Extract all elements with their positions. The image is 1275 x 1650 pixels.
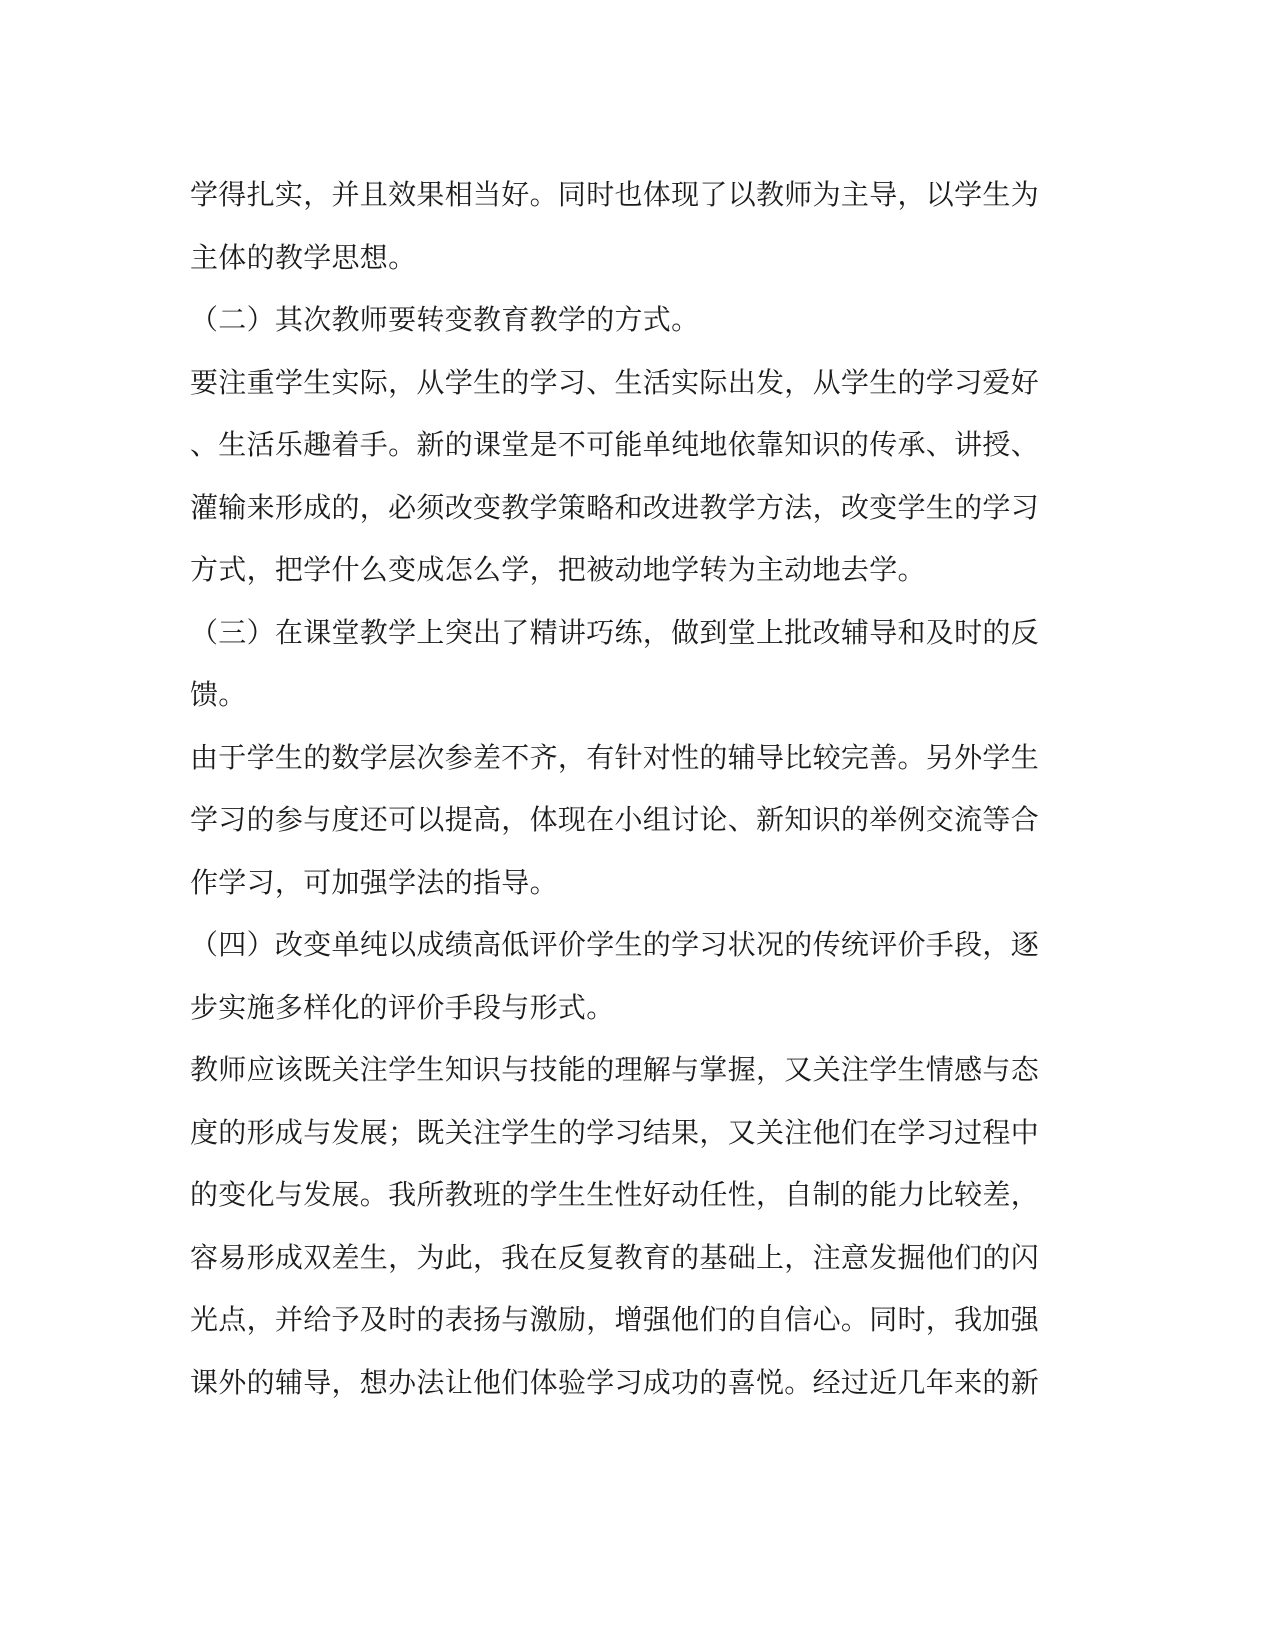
- section-heading: （四）改变单纯以成绩高低评价学生的学习状况的传统评价手段，逐: [190, 928, 1040, 961]
- text-line: 要注重学生实际，从学生的学习、生活实际出发，从学生的学习爱好: [190, 365, 1040, 399]
- text-line: 光点，并给予及时的表扬与激励，增强他们的自信心。同时，我加强: [190, 1303, 1040, 1336]
- section-heading: 步实施多样化的评价手段与形式。: [190, 990, 615, 1024]
- text-line: 课外的辅导，想办法让他们体验学习成功的喜悦。经过近几年来的新: [190, 1365, 1040, 1399]
- text-line: 主体的教学思想。: [190, 240, 417, 274]
- text-line: 、生活乐趣着手。新的课堂是不可能单纯地依靠知识的传承、讲授、: [190, 428, 1040, 461]
- text-line: 灌输来形成的，必须改变教学策略和改进教学方法，改变学生的学习: [190, 490, 1040, 524]
- section-heading: （二）其次教师要转变教育教学的方式。: [190, 303, 700, 336]
- text-line: 作学习，可加强学法的指导。: [190, 865, 558, 899]
- text-line: 学得扎实，并且效果相当好。同时也体现了以教师为主导，以学生为: [190, 178, 1040, 211]
- section-heading: （三）在课堂教学上突出了精讲巧练，做到堂上批改辅导和及时的反: [190, 615, 1040, 649]
- text-line: 学习的参与度还可以提高，体现在小组讨论、新知识的举例交流等合: [190, 803, 1040, 836]
- text-line: 教师应该既关注学生知识与技能的理解与掌握，又关注学生情感与态: [190, 1053, 1040, 1086]
- text-line: 容易形成双差生，为此，我在反复教育的基础上，注意发掘他们的闪: [190, 1240, 1040, 1274]
- text-line: 方式，把学什么变成怎么学，把被动地学转为主动地去学。: [190, 553, 926, 586]
- section-heading: 馈。: [190, 678, 247, 711]
- text-line: 由于学生的数学层次参差不齐，有针对性的辅导比较完善。另外学生: [190, 740, 1040, 774]
- text-line: 度的形成与发展；既关注学生的学习结果，又关注他们在学习过程中: [190, 1115, 1040, 1149]
- text-line: 的变化与发展。我所教班的学生生性好动任性，自制的能力比较差，: [190, 1178, 1040, 1211]
- document-body: [190, 164, 1070, 1414]
